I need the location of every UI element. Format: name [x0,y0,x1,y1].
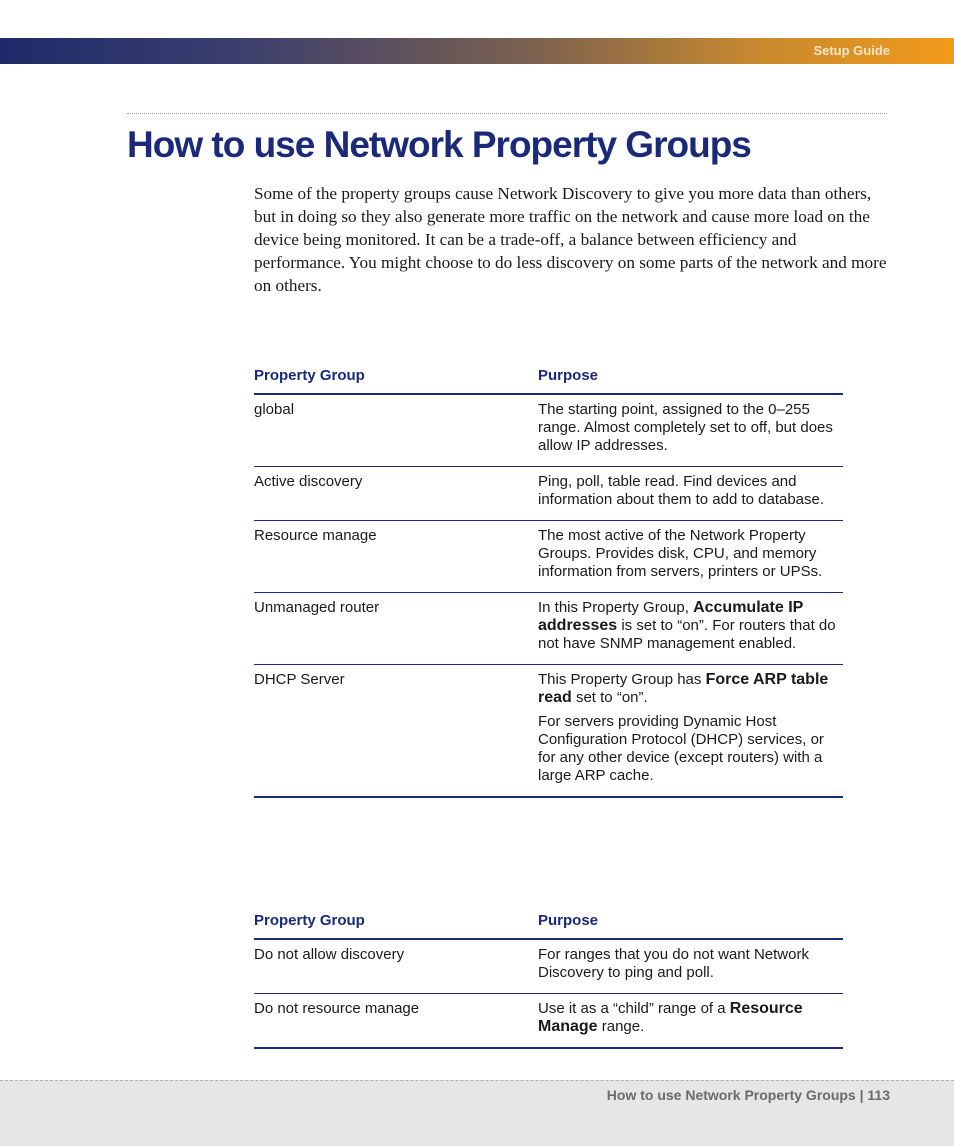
purpose-text: is set to “on”. For routers that do not have SNMP management enabled. [538,617,836,652]
table-row [254,521,843,593]
purpose-cell: The most active of the Network Property Groups. Provides disk, CPU, and memory information from servers, printers or UPSs. [538,521,843,593]
table-row [254,665,843,798]
property-groups-table [254,367,843,798]
purpose-cell [538,593,843,665]
setting-name: Force ARP table read [538,671,829,706]
header-label: Setup Guide [813,43,890,58]
group-cell: Active discovery [254,467,538,521]
restricted-groups-table [254,912,843,1049]
purpose-text: range. [597,1018,645,1035]
setting-name: Accumulate IP addresses [538,599,804,634]
group-cell: Unmanaged router [254,593,538,665]
group-cell: Do not resource manage [254,994,538,1049]
table-row [254,394,843,467]
purpose-text: This Property Group has [538,671,706,688]
purpose-text: In this Property Group, [538,599,694,616]
group-cell: Resource manage [254,521,538,593]
purpose-cell: Ping, poll, table read. Find devices and information about them to add to database. [538,467,843,521]
footer-page-label: How to use Network Property Groups | 113 [606,1087,890,1103]
column-header-property-group: Property Group [254,367,538,394]
purpose-text: set to “on”. [571,689,648,706]
header-band [0,38,954,64]
purpose-cell [538,994,843,1049]
purpose-cell [538,665,843,798]
group-cell: DHCP Server [254,665,538,798]
table-row [254,467,843,521]
column-header-purpose: Purpose [538,912,843,939]
group-cell: Do not allow discovery [254,939,538,994]
purpose-cell: For ranges that you do not want Network Discovery to ping and poll. [538,939,843,994]
table-header-row [254,367,843,394]
page-footer [0,1080,954,1146]
table-header-row [254,912,843,939]
purpose-paragraph: For servers providing Dynamic Host Configuration Protocol (DHCP) services, or for any other device (except routers) with a large ARP cache. [538,713,824,784]
purpose-paragraph [538,671,843,707]
purpose-cell: The starting point, assigned to the 0–255 range. Almost completely set to off, but does allow IP addresses. [538,394,843,467]
column-header-property-group: Property Group [254,912,538,939]
purpose-text: Use it as a “child” range of a [538,1000,730,1017]
table-row [254,994,843,1049]
table-row [254,593,843,665]
table-row [254,939,843,994]
page-title: How to use Network Property Groups [127,124,751,165]
group-cell: global [254,394,538,467]
intro-paragraph: Some of the property groups cause Network Discovery to give you more data than others, but in doing so they also generate more traffic on the network and cause more load on the device being monitored. It can be a trade-off, a balance between efficiency and performance. You might choose to do less discovery on some parts of the network and more on others. [254,184,887,295]
setting-name: Resource Manage [538,1000,803,1035]
column-header-purpose: Purpose [538,367,843,394]
title-divider [127,113,887,114]
